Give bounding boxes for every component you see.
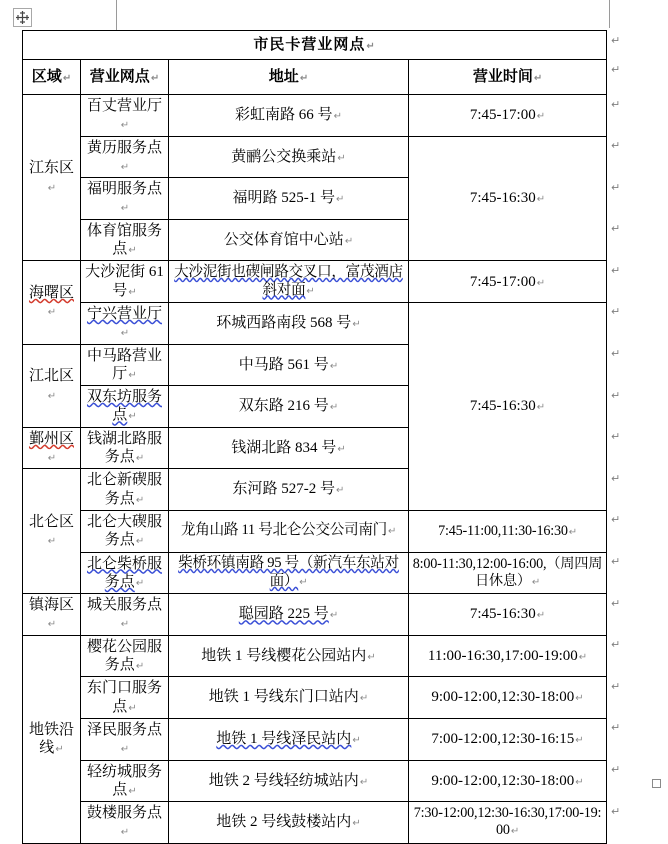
hours-cell: 7:00-12:00,12:30-16:15↵	[409, 718, 607, 760]
region-cell-jiangbei: 江北区↵	[23, 344, 81, 427]
column-header-address: 地址↵	[169, 60, 409, 95]
region-cell-jiangdong: 江东区↵	[23, 95, 81, 261]
branch-cell: 双东坊服务点↵	[81, 386, 169, 428]
branch-cell: 福明服务点↵	[81, 178, 169, 220]
hours-cell: 7:45-16:30↵	[409, 594, 607, 636]
table-row	[23, 802, 607, 844]
address-cell: 公交体育馆中心站↵	[169, 219, 409, 261]
table-row	[23, 760, 607, 802]
branch-cell: 中马路营业厅↵	[81, 344, 169, 386]
margin-guide-left	[116, 0, 117, 30]
table-header-row	[23, 60, 607, 95]
pilcrow-icon: ↵	[150, 72, 160, 84]
table-row	[23, 635, 607, 677]
address-cell: 黄鹂公交换乘站↵	[169, 136, 409, 178]
pilcrow-icon: ↵	[329, 610, 339, 622]
branch-cell: 轻纺城服务点↵	[81, 760, 169, 802]
pilcrow-icon: ↵	[47, 536, 57, 548]
hours-cell: 9:00-12:00,12:30-18:00↵	[409, 677, 607, 719]
address-cell: 龙角山路 11 号北仑公交公司南门↵	[169, 510, 409, 552]
pilcrow-icon: ↵	[533, 72, 543, 84]
table-row	[23, 136, 607, 178]
address-cell: 钱湖北路 834 号↵	[169, 427, 409, 469]
pilcrow-icon: ↵	[120, 161, 130, 173]
pilcrow-icon: ↵	[135, 453, 145, 465]
address-cell: 福明路 525-1 号↵	[169, 178, 409, 220]
address-cell: 双东路 216 号↵	[169, 386, 409, 428]
column-header-region: 区域↵	[23, 60, 81, 95]
pilcrow-icon: ↵	[611, 223, 621, 236]
pilcrow-icon: ↵	[299, 576, 308, 588]
branch-cell: 泽民服务点↵	[81, 718, 169, 760]
hours-cell-merged: 7:45-16:30↵	[409, 136, 607, 261]
address-cell: 地铁 1 号线泽民站内↵	[169, 718, 409, 760]
pilcrow-icon: ↵	[611, 680, 621, 693]
address-cell: 中马路 561 号↵	[169, 344, 409, 386]
pilcrow-icon: ↵	[366, 40, 376, 52]
branch-cell: 北仑柴桥服务点↵	[81, 552, 169, 594]
pilcrow-icon: ↵	[120, 120, 130, 132]
address-cell: 彩虹南路 66 号↵	[169, 95, 409, 137]
pilcrow-icon: ↵	[611, 556, 621, 569]
pilcrow-icon: ↵	[120, 619, 130, 631]
address-cell: 地铁 2 号线鼓楼站内↵	[169, 802, 409, 844]
hours-cell-merged: 7:45-16:30↵	[409, 302, 607, 510]
branch-cell: 百丈营业厅↵	[81, 95, 169, 137]
pilcrow-icon: ↵	[344, 235, 354, 247]
pilcrow-icon: ↵	[359, 776, 369, 788]
pilcrow-icon: ↵	[352, 735, 361, 747]
branch-cell: 钱湖北路服务点↵	[81, 427, 169, 469]
region-cell-haishu: 海曙区↵	[23, 261, 81, 344]
pilcrow-icon: ↵	[299, 72, 309, 84]
pilcrow-icon: ↵	[47, 619, 57, 631]
pilcrow-icon: ↵	[575, 735, 584, 747]
pilcrow-icon: ↵	[47, 307, 57, 319]
table-row	[23, 95, 607, 137]
pilcrow-icon: ↵	[536, 111, 546, 123]
branch-cell: 体育馆服务点↵	[81, 219, 169, 261]
pilcrow-icon: ↵	[575, 776, 584, 788]
pilcrow-icon: ↵	[120, 827, 130, 839]
pilcrow-icon: ↵	[611, 306, 621, 319]
branch-cell: 北仑新碶服务点↵	[81, 469, 169, 511]
pilcrow-icon: ↵	[536, 277, 546, 289]
hours-cell: 11:00-16:30,17:00-19:00↵	[409, 635, 607, 677]
address-cell: 聪园路 225 号↵	[169, 594, 409, 636]
table-row	[23, 677, 607, 719]
address-cell: 地铁 1 号线东门口站内↵	[169, 677, 409, 719]
page-title: 市民卡营业网点↵	[23, 31, 607, 60]
table-row-title	[23, 31, 607, 60]
pilcrow-icon: ↵	[306, 285, 315, 297]
table-row	[23, 594, 607, 636]
pilcrow-icon: ↵	[578, 651, 588, 663]
pilcrow-icon: ↵	[128, 286, 137, 298]
table-move-handle-icon[interactable]	[13, 8, 32, 27]
column-header-branch: 营业网点↵	[81, 60, 169, 95]
pilcrow-icon: ↵	[120, 203, 130, 215]
pilcrow-icon: ↵	[337, 443, 346, 455]
pilcrow-icon: ↵	[611, 597, 621, 610]
pilcrow-icon: ↵	[329, 360, 339, 372]
pilcrow-icon: ↵	[611, 431, 621, 444]
hours-cell: 8:00-11:30,12:00-16:00,（周四周日休息）↵	[409, 552, 607, 594]
pilcrow-icon: ↵	[611, 264, 621, 277]
branch-cell: 东门口服务点↵	[81, 677, 169, 719]
pilcrow-icon: ↵	[611, 140, 621, 153]
pilcrow-icon: ↵	[387, 526, 397, 538]
table-row	[23, 261, 607, 303]
table-row	[23, 552, 607, 594]
pilcrow-icon: ↵	[128, 785, 137, 797]
address-cell: 东河路 527-2 号↵	[169, 469, 409, 511]
pilcrow-icon: ↵	[47, 390, 57, 402]
hours-cell: 7:45-17:00↵	[409, 95, 607, 137]
pilcrow-icon: ↵	[120, 328, 130, 340]
hours-cell: 9:00-12:00,12:30-18:00↵	[409, 760, 607, 802]
table-row	[23, 302, 607, 344]
pilcrow-icon: ↵	[359, 693, 369, 705]
region-cell-subway: 地铁沿线↵	[23, 635, 81, 843]
pilcrow-icon: ↵	[611, 348, 621, 361]
pilcrow-icon: ↵	[336, 485, 345, 497]
pilcrow-icon: ↵	[531, 576, 541, 588]
service-outlets-table	[22, 30, 607, 844]
pilcrow-icon: ↵	[337, 152, 346, 164]
table-row	[23, 718, 607, 760]
branch-cell: 黄历服务点↵	[81, 136, 169, 178]
pilcrow-icon: ↵	[352, 319, 361, 331]
pilcrow-icon: ↵	[135, 494, 145, 506]
pilcrow-icon: ↵	[62, 72, 72, 84]
address-cell: 地铁 2 号线轻纺城站内↵	[169, 760, 409, 802]
hours-cell: 7:30-12:00,12:30-16:30,17:00-19:00↵	[409, 802, 607, 844]
pilcrow-icon: ↵	[568, 526, 577, 538]
pilcrow-icon: ↵	[536, 194, 546, 206]
branch-cell: 大沙泥街 61 号↵	[81, 261, 169, 303]
pilcrow-icon: ↵	[611, 181, 621, 194]
pilcrow-icon: ↵	[120, 744, 130, 756]
region-cell-yinzhou: 鄞州区↵	[23, 427, 81, 469]
pilcrow-icon: ↵	[128, 411, 137, 423]
pilcrow-icon: ↵	[536, 610, 546, 622]
address-cell: 地铁 1 号线樱花公园站内↵	[169, 635, 409, 677]
pilcrow-icon: ↵	[128, 245, 137, 257]
document-end-mark	[652, 779, 661, 788]
pilcrow-icon: ↵	[611, 98, 621, 111]
branch-cell: 鼓楼服务点↵	[81, 802, 169, 844]
pilcrow-icon: ↵	[47, 182, 57, 194]
pilcrow-icon: ↵	[510, 826, 519, 838]
hours-cell: 7:45-17:00↵	[409, 261, 607, 303]
address-cell: 柴桥环镇南路 95 号（新汽车东站对面）↵	[169, 552, 409, 594]
pilcrow-icon: ↵	[611, 389, 621, 402]
pilcrow-icon: ↵	[352, 818, 361, 830]
branch-cell: 北仑大碶服务点↵	[81, 510, 169, 552]
pilcrow-icon: ↵	[128, 702, 137, 714]
pilcrow-icon: ↵	[611, 63, 621, 76]
branch-cell: 城关服务点↵	[81, 594, 169, 636]
pilcrow-icon: ↵	[367, 651, 376, 663]
branch-cell: 樱花公园服务点↵	[81, 635, 169, 677]
pilcrow-icon: ↵	[611, 805, 621, 818]
pilcrow-icon: ↵	[611, 34, 621, 47]
hours-cell: 7:45-11:00,11:30-16:30↵	[409, 510, 607, 552]
pilcrow-icon: ↵	[135, 536, 145, 548]
pilcrow-icon: ↵	[135, 577, 145, 589]
table-row	[23, 510, 607, 552]
pilcrow-icon: ↵	[329, 402, 339, 414]
margin-guide-right	[609, 0, 610, 28]
pilcrow-icon: ↵	[611, 472, 621, 485]
region-cell-beilun: 北仑区↵	[23, 469, 81, 594]
pilcrow-icon: ↵	[536, 402, 546, 414]
pilcrow-icon: ↵	[128, 369, 137, 381]
pilcrow-icon: ↵	[575, 693, 584, 705]
pilcrow-icon: ↵	[333, 111, 342, 123]
address-cell: 大沙泥街也碶闸路交叉口，富茂酒店斜对面↵	[169, 261, 409, 303]
pilcrow-icon: ↵	[611, 639, 621, 652]
pilcrow-icon: ↵	[611, 722, 621, 735]
pilcrow-icon: ↵	[55, 744, 64, 756]
region-cell-zhenhai: 镇海区↵	[23, 594, 81, 636]
pilcrow-icon: ↵	[47, 453, 57, 465]
pilcrow-icon: ↵	[135, 661, 145, 673]
pilcrow-icon: ↵	[611, 514, 621, 527]
address-cell: 环城西路南段 568 号↵	[169, 302, 409, 344]
pilcrow-icon: ↵	[336, 194, 345, 206]
pilcrow-icon: ↵	[611, 764, 621, 776]
column-header-hours: 营业时间↵	[409, 60, 607, 95]
branch-cell: 宁兴营业厅↵	[81, 302, 169, 344]
